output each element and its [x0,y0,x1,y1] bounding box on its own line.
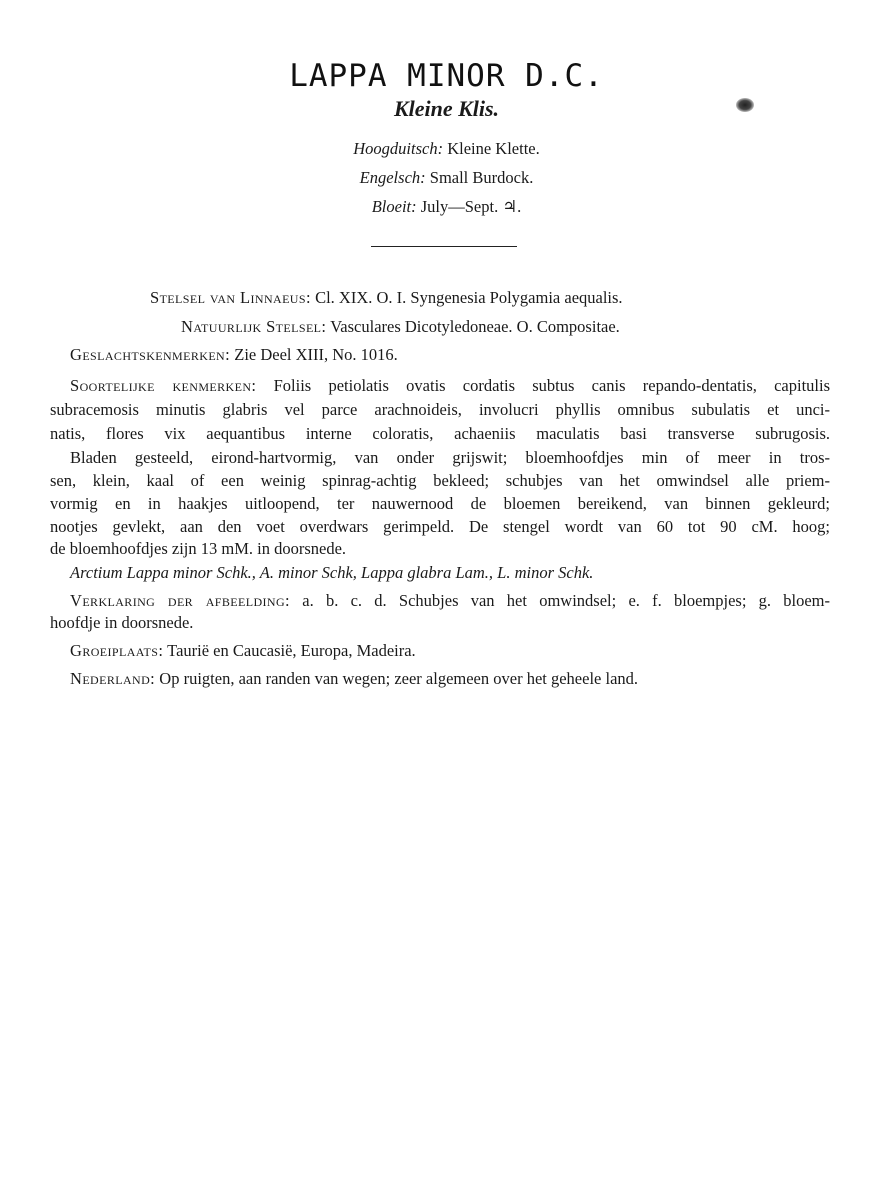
genus-value: Zie Deel XIII, No. 1016. [234,345,398,364]
german-name-line [0,139,873,159]
natural-system-value: Vasculares Dicotyledoneae. O. Compositae. [330,317,620,336]
description-line-2: sen, klein, kaal of een weinig spinrag-achtig bekleed; schubjes van het omwindsel alle priem- [50,471,830,490]
habitat-label: Groeiplaats: [70,641,164,660]
linnaeus-value: Cl. XIX. O. I. Syngenesia Polygamia aequalis. [315,288,623,307]
genus-line [70,345,398,365]
german-value: Kleine Klette. [447,139,540,158]
german-label: Hoogduitsch: [353,139,444,158]
habitat-value: Taurië en Caucasië, Europa, Madeira. [167,641,416,660]
netherlands-value: Op ruigten, aan randen van wegen; zeer algemeen over het geheele land. [159,669,639,688]
divider-rule [371,246,517,247]
natural-system-label: Natuurlijk Stelsel: [181,317,327,336]
natural-system-line [181,317,620,337]
page-title: LAPPA MINOR D.C. [289,58,604,94]
netherlands-label: Nederland: [70,669,156,688]
description-line-1: Bladen gesteeld, eirond-hartvormig, van onder grijswit; bloemhoofdjes min of meer in tros- [70,448,830,467]
figure-line-2: hoofdje in doorsnede. [50,613,194,632]
linnaeus-line [150,288,623,308]
linnaeus-label: Stelsel van Linnaeus: [150,288,311,307]
synonyms-line: Arctium Lappa minor Schk., A. minor Schk, Lappa glabra Lam., L. minor Schk. [70,563,594,582]
english-label: Engelsch: [359,168,426,187]
species-line-3: natis, flores vix aequantibus interne coloratis, achaeniis maculatis basi transverse subrugosis. [50,424,830,443]
english-value: Small Burdock. [429,168,534,187]
genus-label: Geslachtskenmerken: [70,345,231,364]
description-line-5: de bloemhoofdjes zijn 13 mM. in doorsnede. [50,539,347,558]
description-line-4: nootjes gevlekt, aan den voet overdwars gerimpeld. De stengel wordt van 60 tot 90 cM. hoog; [50,517,830,536]
netherlands-line [70,669,638,689]
bloom-label: Bloeit: [371,197,417,216]
description-line-3: vormig en in haakjes uitloopend, ter nauwernood de bloemen bereikend, van binnen gekleurd; [50,494,830,513]
species-line-1 [70,376,830,396]
figure-label: Verklaring der afbeelding: [70,591,291,610]
bloom-line [0,197,873,217]
species-line-2: subracemosis minutis glabris vel parce arachnoideis, involucri phyllis omnibus subulatis et unci- [50,400,830,419]
bloom-value: July—Sept. ♃. [420,197,522,216]
page-subtitle: Kleine Klis. [393,96,500,121]
species-text-1: Foliis petiolatis ovatis cordatis subtus canis repando-dentatis, capitulis [273,376,830,395]
figure-text-1: a. b. c. d. Schubjes van het omwindsel; e. f. bloempjes; g. bloem- [302,591,830,610]
habitat-line [70,641,416,661]
figure-line-1 [70,591,830,611]
english-name-line [0,168,873,188]
species-label: Soortelijke kenmerken: [70,376,257,395]
